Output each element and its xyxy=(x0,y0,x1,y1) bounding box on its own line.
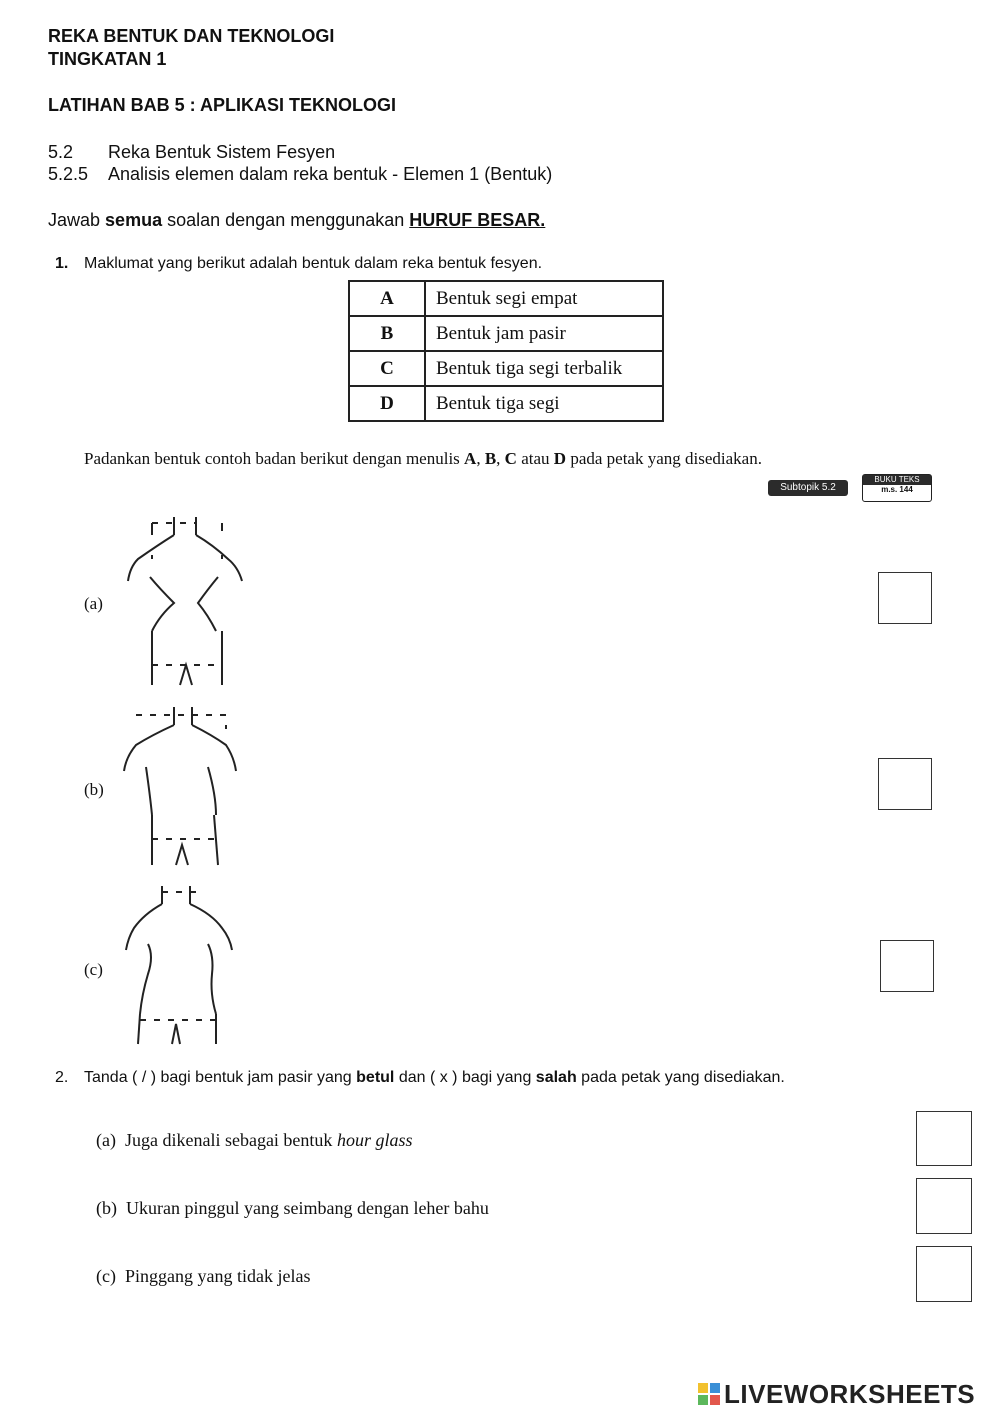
topic-title: Reka Bentuk Sistem Fesyen xyxy=(108,142,336,162)
q2-item-a: (a) Juga dikenali sebagai bentuk hour glass xyxy=(96,1130,413,1150)
q2-item-c: (c) Pinggang yang tidak jelas xyxy=(96,1266,311,1286)
shape-key: A xyxy=(349,281,425,316)
form-title: TINGKATAN 1 xyxy=(48,49,167,69)
q1-number: 1. xyxy=(55,255,69,272)
instruction: Jawab semua soalan dengan menggunakan HURUF BESAR. xyxy=(48,210,546,230)
q2-item-b: (b) Ukuran pinggul yang seimbang dengan leher bahu xyxy=(96,1198,489,1218)
shape-value: Bentuk tiga segi xyxy=(425,386,663,421)
brand-name: LIVEWORKSHEETS xyxy=(724,1378,976,1409)
q2-answer-box-b[interactable] xyxy=(916,1178,972,1234)
q1-match-instruction: Padankan bentuk contoh badan berikut dengan menulis A, B, C atau D pada petak yang disediakan. xyxy=(84,449,762,468)
table-row xyxy=(349,316,663,351)
q1-text: Maklumat yang berikut adalah bentuk dalam reka bentuk fesyen. xyxy=(84,255,543,272)
subtopic-number: 5.2.5 xyxy=(48,164,89,184)
q2-answer-box-c[interactable] xyxy=(916,1246,972,1302)
subtopic-badge: Subtopik 5.2 xyxy=(768,480,848,496)
subject-title: REKA BENTUK DAN TEKNOLOGI xyxy=(48,26,335,46)
hourglass-body-figure xyxy=(118,515,248,690)
shape-value: Bentuk jam pasir xyxy=(425,316,663,351)
textbook-reference xyxy=(862,474,932,502)
answer-box-b[interactable] xyxy=(878,758,932,810)
subtopic-title: Analisis elemen dalam reka bentuk - Elemen 1 (Bentuk) xyxy=(108,164,553,184)
table-row xyxy=(349,281,663,316)
shape-key: D xyxy=(349,386,425,421)
shape-value: Bentuk tiga segi terbalik xyxy=(425,351,663,386)
triangle-body-figure xyxy=(118,705,248,875)
liveworksheets-icon xyxy=(698,1383,720,1405)
shape-value: Bentuk segi empat xyxy=(425,281,663,316)
shapes-table xyxy=(348,280,664,422)
liveworksheets-logo xyxy=(698,1378,975,1410)
q2-answer-box-a[interactable] xyxy=(916,1111,972,1166)
table-row xyxy=(349,386,663,421)
book-page: m.s. 144 xyxy=(881,485,913,494)
item-c-label: (c) xyxy=(84,960,103,979)
item-b-label: (b) xyxy=(84,780,104,799)
exercise-title: LATIHAN BAB 5 : APLIKASI TEKNOLOGI xyxy=(48,95,396,115)
item-a-label: (a) xyxy=(84,594,103,613)
table-row xyxy=(349,351,663,386)
answer-box-a[interactable] xyxy=(878,572,932,624)
answer-box-c[interactable] xyxy=(880,940,934,992)
q2-text: Tanda ( / ) bagi bentuk jam pasir yang betul dan ( x ) bagi yang salah pada petak yang disediakan. xyxy=(84,1069,785,1086)
shape-key: B xyxy=(349,316,425,351)
q2-number: 2. xyxy=(55,1069,69,1086)
shape-key: C xyxy=(349,351,425,386)
book-title: BUKU TEKS xyxy=(863,475,931,485)
inverted-triangle-body-figure xyxy=(118,884,248,1054)
topic-number: 5.2 xyxy=(48,142,74,162)
